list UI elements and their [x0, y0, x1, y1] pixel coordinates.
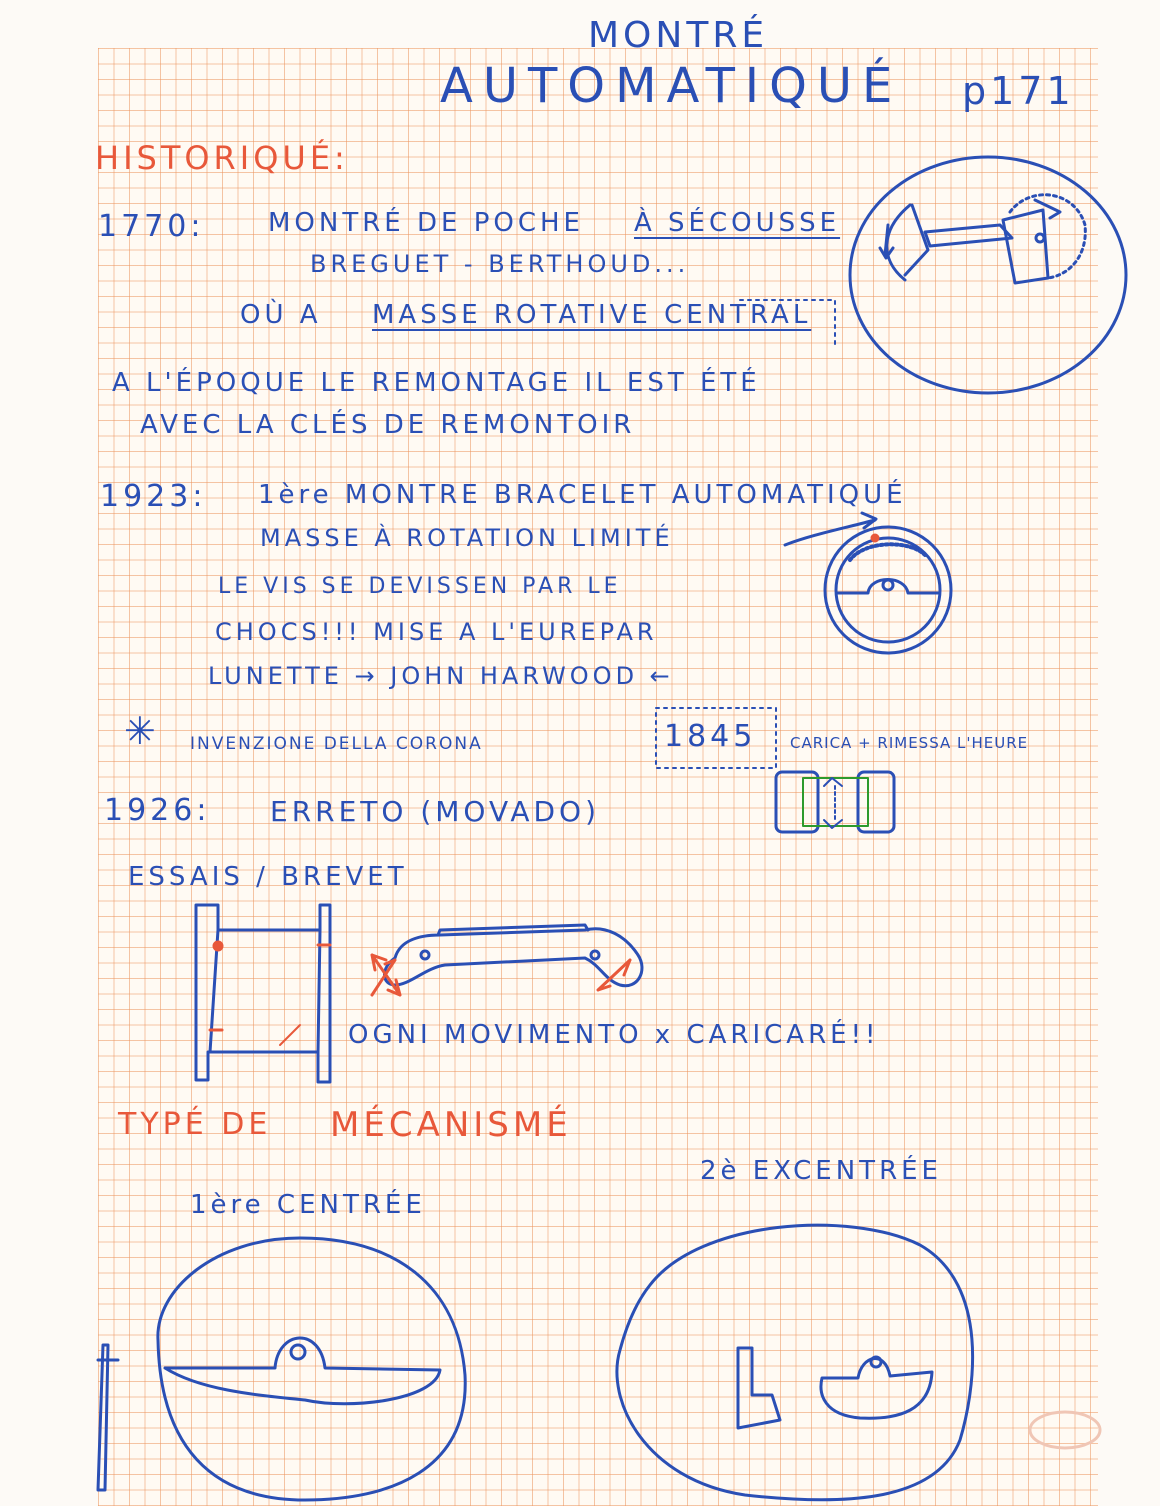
year-1923: 1923:: [100, 479, 207, 514]
watch-sketch-limited-rotation: [785, 513, 951, 653]
text-1770-line3-prefix: OÙ A: [240, 300, 322, 330]
rotor-arm-sketch: [384, 925, 641, 986]
text-1923: 1ère MONTRE BRACELET AUTOMATIQUÉ: [258, 480, 907, 510]
epoque-line1: A L'ÉPOQUE LE REMONTAGE IL EST ÉTÉ: [112, 368, 761, 398]
type-first: 1ère CENTRÉE: [190, 1190, 426, 1220]
crown-sketch: [776, 772, 894, 832]
title-page-number: p171: [962, 69, 1075, 113]
title-line1: MONTRÉ: [588, 15, 769, 56]
title-line2: AUTOMATIQUÉ: [440, 58, 903, 114]
epoque-line2: AVEC LA CLÉS DE REMONTOIR: [140, 410, 636, 440]
text-1923-line2: MASSE À ROTATION LIMITÉ: [260, 524, 674, 552]
type-word: MÉCANISMÉ: [330, 1105, 572, 1145]
essais-text: ESSAIS / BREVET: [128, 862, 408, 892]
essais-frame-sketch: [196, 905, 330, 1082]
text-1923-line4: CHOCS!!! MISE A L'EUREPAR: [215, 618, 658, 646]
text-1770-line2: BREGUET - BERTHOUD...: [310, 250, 690, 278]
watch-sketch-shock: [850, 157, 1126, 393]
text-1770: MONTRÉ DE POCHE: [268, 208, 584, 238]
year-1926: 1926:: [104, 793, 211, 828]
corona-note: CARICA + RIMESSA L'HEURE: [790, 734, 1029, 752]
text-1770-highlight: À SÉCOUSSE: [634, 208, 841, 238]
ogni-text: OGNI MOVIMENTO x CARICARÉ!!: [348, 1020, 880, 1050]
text-1923-line3: LE VIS SE DEVISSEN PAR LE: [218, 574, 622, 599]
type-prefix: TYPÉ DE: [118, 1107, 272, 1142]
corona-year: 1845: [664, 719, 757, 754]
year-1770: 1770:: [98, 209, 205, 244]
text-1770-line3-highlight: MASSE ROTATIVE CENTRAL: [372, 300, 812, 330]
text-1926: ERRETO (MOVADO): [270, 795, 601, 828]
text-1923-line5: LUNETTE → JOHN HARWOOD ←: [208, 662, 674, 690]
type-second: 2è EXCENTRÉE: [700, 1156, 942, 1186]
centred-mechanism-sketch: [98, 1238, 465, 1500]
historique-heading: HISTORIQUÉ:: [95, 139, 349, 177]
corona-text: INVENZIONE DELLA CORONA: [190, 734, 483, 754]
offcentred-mechanism-sketch: [617, 1225, 973, 1500]
asterisk-icon: ✳: [124, 709, 160, 753]
